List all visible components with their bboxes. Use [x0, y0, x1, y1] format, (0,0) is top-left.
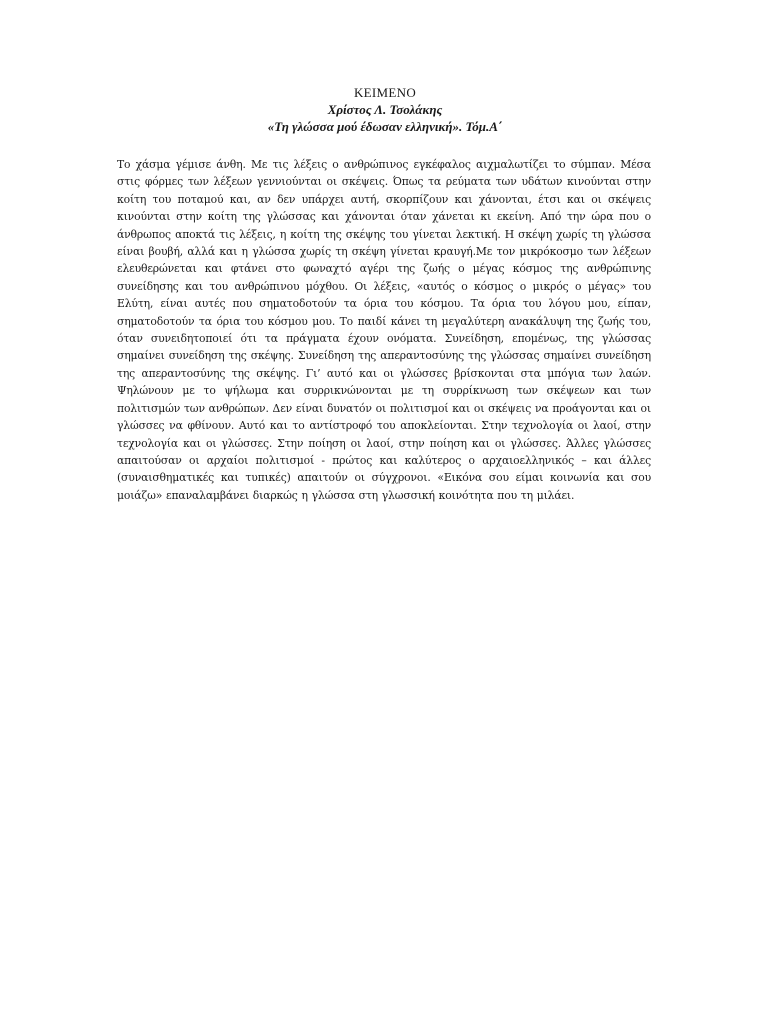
document-work-citation: «Τη γλώσσα μού έδωσαν ελληνική». Τόμ.Α΄: [267, 119, 503, 134]
document-title: ΚΕΙΜΕΝΟ: [353, 85, 417, 100]
document-header: [118, 84, 652, 135]
document-author: Χρίστος Λ. Τσολάκης: [327, 102, 443, 117]
document-body-paragraph: Το χάσμα γέμισε άνθη. Με τις λέξεις ο ανθρώπινος εγκέφαλος αιχμαλωτίζει το σύμπαν. Μέσα στις φόρμες των λέξεων γεννιούνται οι σκέψεις. Όπως τα ρεύματα των υδάτων κινούνται στην κοίτη του ποταμού και, αν δεν υπάρχει αυτή, σκορπίζουν και χάνονται, έτσι και οι σκέψεις κινούνται στην κοίτη της γλώσσας και χάνονται όταν χάνεται κι εκείνη. Από την ώρα που ο άνθρωπος αποκτά τις λέξεις, η κοίτη της σκέψης του γίνεται λεκτική. Η σκέψη χωρίς τη γλώσσα είναι βουβή, αλλά και η γλώσσα χωρίς τη σκέψη γίνεται κραυγή.Με τον μικρόκοσμο των λέξεων ελευθερώνεται και φτάνει στο φωναχτό αγέρι της ζωής ο μέγας κόσμος της ανθρώπινης συνείδησης και του ανθρώπινου μόχθου. Οι λέξεις, «αυτός ο κόσμος ο μικρός ο μέγας» του Ελύτη, είναι αυτές που σηματοδοτούν τα όρια του κόσμου. Τα όρια του λόγου μου, είπαν, σηματοδοτούν τα όρια του κόσμου μου. Το παιδί κάνει τη μεγαλύτερη ανακάλυψη της ζωής του, όταν συνειδητοποιεί ότι τα πράγματα έχουν ονόματα. Συνείδηση, επομένως, της γλώσσας σημαίνει συνείδηση της σκέψης. Συνείδηση της απεραντοσύνης της γλώσσας σημαίνει συνείδηση της απεραντοσύνης της σκέψης. Γι’ αυτό και οι γλώσσες βρίσκονται στα μπόγια των λαών. Ψηλώνουν με το ψήλωμα και συρρικνώνονται με τη συρρίκνωση των σκέψεων και των πολιτισμών των ανθρώπων. Δεν είναι δυνατόν οι πολιτισμοί και οι σκέψεις να προάγονται και οι γλώσσες να φθίνουν. Αυτό και το αντίστροφό του αποκλείονται. Στην τεχνολογία οι λαοί, στην τεχνολογία και οι γλώσσες. Στην ποίηση οι λαοί, στην ποίηση και οι γλώσσες. Άλλες γλώσσες απαιτούσαν οι αρχαίοι πολιτισμοί - πρώτος και καλύτερος ο αρχαιοελληνικός – και άλλες (συναισθηματικές και τυπικές) απαιτούν οι σύγχρονοι. «Εικόνα σου είμαι κοινωνία και σου μοιάζω» επαναλαμβάνει διαρκώς η γλώσσα στη γλωσσική κοινότητα που τη μιλάει.: [117, 158, 651, 502]
